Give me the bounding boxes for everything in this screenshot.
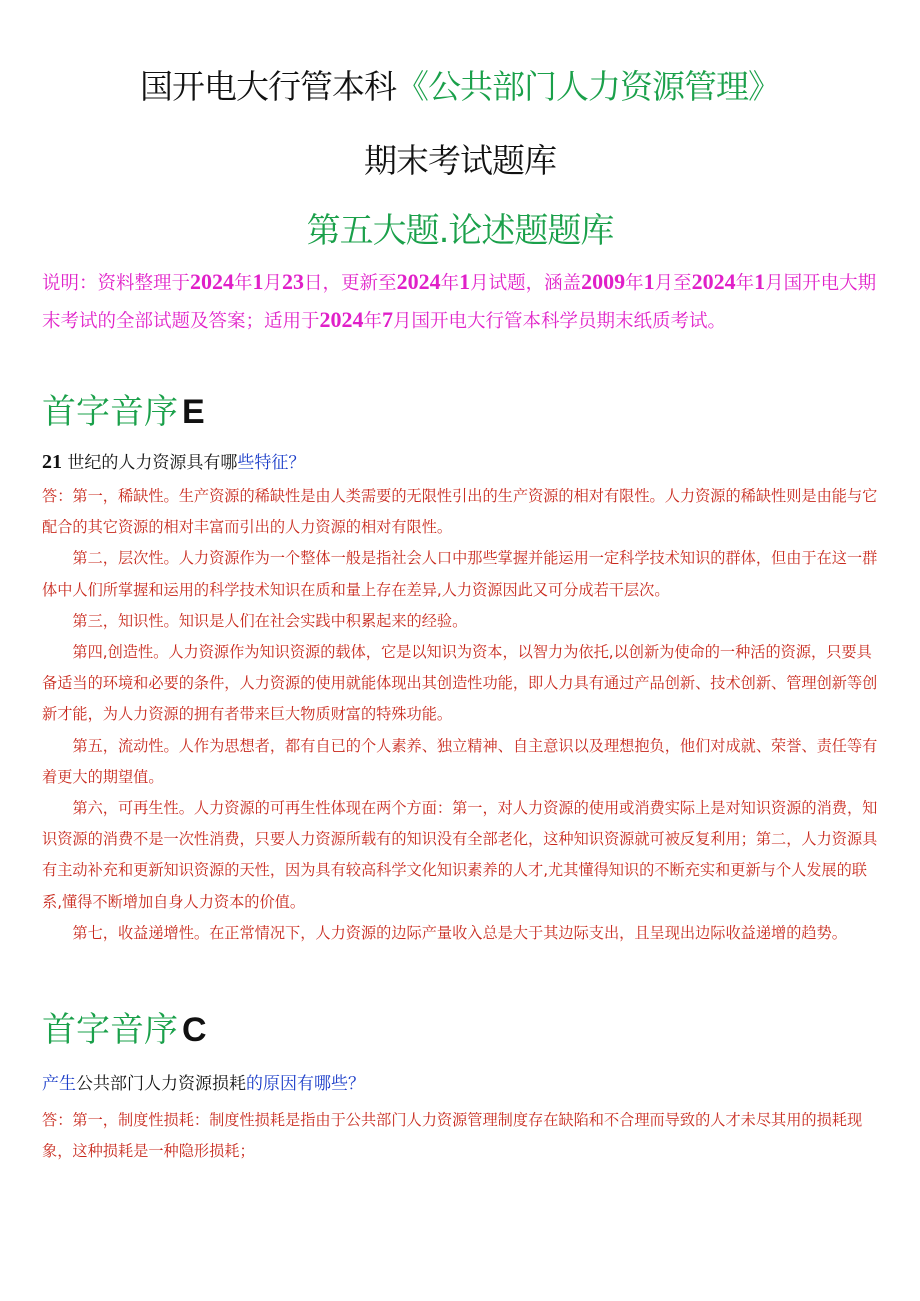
section-heading-c: 首字音序 C xyxy=(42,1010,207,1050)
question-title: 21 世纪的人力资源具有哪些特征？ xyxy=(42,451,306,473)
question-title: 产生公共部门人力资源损耗的原因有哪些？ xyxy=(42,1074,365,1094)
answer-paragraph: 第四,创造性。人力资源作为知识资源的载体，它是以知识为资本，以智力为依托,以创新为使命的一种活的资源，只要具备适当的环境和必要的条件，人力资源的使用就能体现出其创造性功能，即人力具有通过产品创新、技术创新、管理创新等创新才能，为人力资源的拥有者带来巨大物质财富的特殊功能。 xyxy=(42,643,878,724)
answer-paragraph: 第五，流动性。人作为思想者，都有自已的个人素养、独立精神、自主意识以及理想抱负，他们对成就、荣誉、责任等有着更大的期望值。 xyxy=(42,736,878,786)
section-title: 第五大题.论述题题库 xyxy=(306,211,614,251)
answer-paragraph: 第三，知识性。知识是人们在社会实践中积累起来的经验。 xyxy=(72,611,468,630)
answer-paragraph: 第七，收益递增性。在正常情况下，人力资源的边际产量收入总是大于其边际支出，且呈现出边际收益递增的趋势。 xyxy=(72,923,847,942)
answer-paragraph: 第六，可再生性。人力资源的可再生性体现在两个方面：第一，对人力资源的使用或消费实际上是对知识资源的消费，知识资源的消费不是一次性消费，只要人力资源所载有的知识没有全部老化，这种知识资源就可被反复利用；第二，人力资源具有主动补充和更新知识资源的天性，因为具有较高科学文化知识素养的人才,尤其懂得知识的不断充实和更新与个人发展的联系,懂得不断增加自身人力资本的价值。 xyxy=(42,799,878,911)
intro-note: 说明：资料整理于2024年1月23日，更新至2024年1月试题，涵盖2009年1月至2024年1月国开电大期末考试的全部试题及答案；适用于2024年7月国开电大行管本科学员期末纸质考试。 xyxy=(42,269,877,332)
answer-block xyxy=(42,1105,882,1167)
title-course: 《公共部门人力资源管理》 xyxy=(396,67,780,106)
heading-letter: C xyxy=(182,1011,207,1049)
answer-paragraph: 第二，层次性。人力资源作为一个整体一般是指社会人口中那些掌握并能运用一定科学技术知识的群体，但由于在这一群体中人们所掌握和运用的科学技术知识在质和量上存在差异,人力资源因此又可分成若干层次。 xyxy=(42,549,878,599)
heading-letter: E xyxy=(182,393,205,431)
title-prefix: 国开电大行管本科 xyxy=(140,67,396,106)
section-heading-e: 首字音序 E xyxy=(42,392,205,432)
document-subtitle: 期末考试题库 xyxy=(364,141,556,180)
answer-block xyxy=(42,481,882,949)
answer-paragraph: 答：第一，制度性损耗：制度性损耗是指由于公共部门人力资源管理制度存在缺陷和不合理而导致的人才未尽其用的损耗现象，这种损耗是一种隐形损耗； xyxy=(42,1111,863,1161)
document-title xyxy=(0,62,920,112)
answer-paragraph: 答：第一，稀缺性。生产资源的稀缺性是由人类需要的无限性引出的生产资源的相对有限性。人力资源的稀缺性则是由能与它配合的其它资源的相对丰富而引出的人力资源的相对有限性。 xyxy=(42,487,878,537)
